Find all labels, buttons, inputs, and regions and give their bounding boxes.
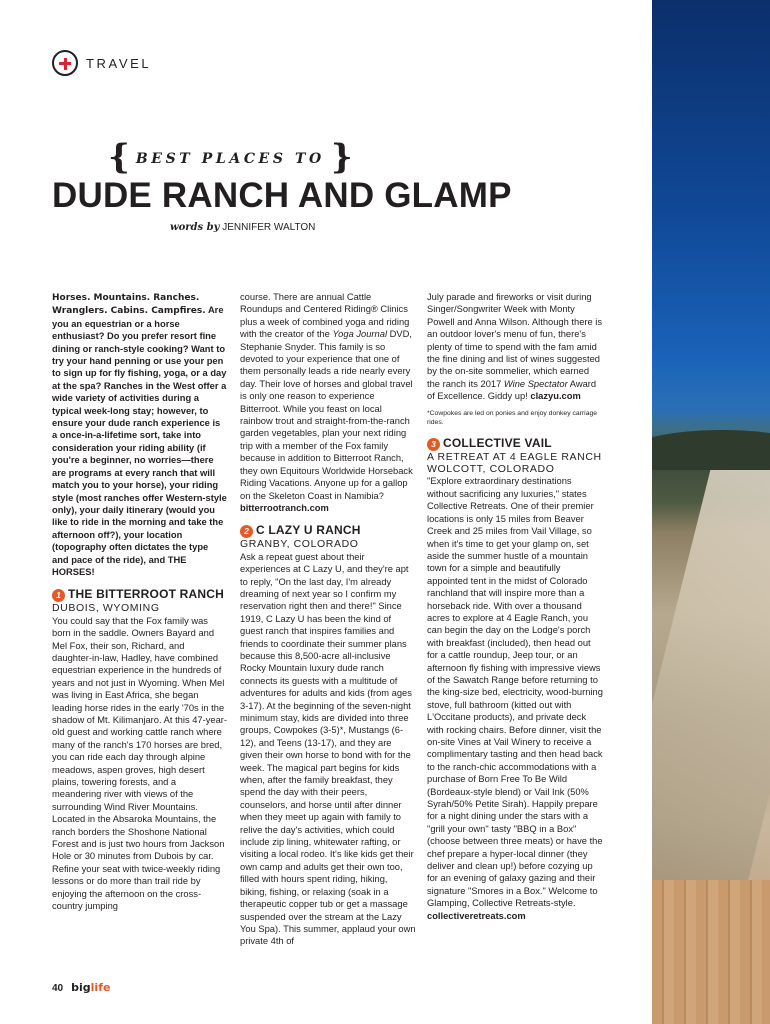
byline	[170, 222, 315, 233]
glamping-tent-photo	[652, 0, 770, 1024]
section-subtitle-line1: A RETREAT AT 4 EAGLE RANCH	[427, 450, 602, 463]
section-location: GRANBY, COLORADO	[240, 538, 359, 551]
publication-name: Wine Spectator	[503, 378, 568, 389]
tent-canvas	[652, 470, 770, 890]
section-heading	[52, 588, 227, 602]
continued-text-a: July parade and fireworks or visit during Singer/Songwriter Week with Monty Powell and Anna Wilson. Although there is an outdoor lover's menu of fun, there's plenty of time to spend with the fam amid the fine dining and list of wines suggested by the on-site sommelier, which earned the ranch its 2017	[427, 292, 603, 389]
section-body-text: "Explore extraordinary destinations without sacrificing any luxuries," states Collective Retreats. One of their premier locations is only 15 miles from Beaver Creek and 25 miles from Vail Village, so when it's time to get your glamp on, set aside the summer hustle of a mountain town for a simple and beautifully appointed tent in the midst of Colorado ranchland that will inspire more than a horseback ride. With over a thousand acres to explore at 4 Eagle Ranch, you can begin the day on the Lodge's porch with breakfast (included), then head out for a cattle roundup, Jeep tour, or an afternoon fly fishing with impressive views of the Sawatch Range before returning to the king-size bed, electricity, wood-burning stove, full bathroom (kitted out with L'Occitane products), and private deck with rocking chairs. Before dinner, visit the on-site Vines at Vail Winery to receive a complimentary tasting and then head back to the ranch-chic accommodations with a purchase of Born Free To Be Wild (Bordeaux-style blend) or Vail Ink (50% Syrah/50% Petite Sirah). Happily prepare for a night dining under the stars with a "grill your own" tasty "BBQ in a Box" (choose between three meats) or have the chef prepare a hyper-local dinner (they deliver and clean up!) before cozying up for an evening of galaxy gazing and their signature "Smores in a Box." Welcome to Glamping, Collective Retreats-style.	[427, 476, 603, 909]
magazine-logo	[71, 978, 110, 996]
section-title: THE BITTERROOT RANCH	[68, 587, 224, 602]
section-location: DUBOIS, WYOMING	[52, 602, 160, 615]
continued-paragraph	[427, 291, 603, 403]
page-number: 40	[52, 983, 64, 994]
section-subtitle-line2: WOLCOTT, COLORADO	[427, 463, 555, 476]
publication-name: Yoga Journal	[332, 329, 388, 340]
website-link[interactable]: bitterrootranch.com	[240, 502, 329, 513]
brace-close: }	[330, 137, 353, 177]
logo-big: big	[71, 981, 91, 994]
continued-text-a: course. There are annual Cattle Roundups and Centered Riding® Clinics plus a week of combined yoga and riding with the creator of the	[240, 292, 410, 340]
lead-paragraph	[52, 291, 227, 578]
section-body: You could say that the Fox family was born in the saddle. Owners Bayard and Mel Fox, their son, Richard, and daughter-in-law, Hadley, have combined equestrian experience in the hundreds of years and not just in Wyoming. When Mel was living in East Africa, she began leading horse rides in the early '70s in the shadow of Mt. Kilimanjaro. At this 47-year-old guest and working cattle ranch where many of the ranch's 170 horses are bred, you can ride each day through alpine meadows, aspen groves, high desert plains, towering forests, and a meandering river with views of the surrounding Wind River Mountains. Located in the Absaroka Mountains, the ranch borders the Shoshone National Forest and is just two hours from Jackson Hole or 30 minutes from Dubois by car. Refine your seat with twice-weekly riding lessons or do more than trail ride by enjoying the afternoon on the cross-country jumping	[52, 615, 228, 912]
number-badge-icon: 2	[240, 525, 253, 538]
website-link[interactable]: clazyu.com	[530, 391, 581, 402]
column-3	[427, 291, 603, 922]
byline-prefix: words by	[170, 222, 220, 233]
lead-opening: Horses. Mountains. Ranches. Wranglers. Cabins. Campfires.	[52, 293, 206, 317]
brace-open: {	[108, 137, 130, 177]
ranch-section-bitterroot	[52, 588, 227, 912]
section-heading	[240, 524, 416, 538]
plus-circle-icon	[52, 50, 78, 76]
article-title: DUDE RANCH AND GLAMP	[52, 176, 512, 215]
kicker	[108, 137, 353, 177]
lead-body: Are you an equestrian or a horse enthusiast? Do you prefer resort fine dining or ranch-style cooking? Want to try your hand penning or use your pen to sign up for fly fishing, yoga, or a day at the spa? Ranches in the West offer a wide variety of activities during a typical week-long stay; however, to ensure your dude ranch experience is a once-in-a-lifetime sort, take into consideration your riding ability (if you're a beginner, no worries—there are programs at every ranch that will match you to your horse), your riding style (most ranches offer Western-style only), your daily itinerary (would you like to ride in the morning and take the afternoon off?), your location (topography often dictates the type and pace of the ride), and THE HORSES!	[52, 305, 227, 577]
section-title: C LAZY U RANCH	[256, 523, 361, 538]
continued-text-b: DVD, Stephanie Snyder. This family is so devoted to your experience that one of them personally leads a ride nearly every day. Their love of horses and global travel is only one reason to experience Bitterroot. While you feast on local rainbow trout and straight-from-the-ranch garden vegetables, plan your next riding trip with a member of the Fox family because in addition to Bitterroot Ranch, they own Equitours Worldwide Horseback Riding Vacations. Anyone up for a gallop on the Skeleton Coast in Namibia?	[240, 329, 413, 501]
column-1	[52, 291, 227, 913]
footnote: *Cowpokes are led on ponies and enjoy donkey carriage rides.	[427, 409, 598, 426]
section-label: TRAVEL	[86, 55, 152, 71]
continued-paragraph	[240, 291, 416, 514]
website-link[interactable]: collectiveretreats.com	[427, 910, 526, 921]
kicker-text: BEST PLACES TO	[135, 151, 325, 167]
section-body	[427, 475, 603, 922]
mountain-silhouette	[652, 430, 770, 470]
section-heading	[427, 437, 603, 451]
author-name: JENNIFER WALTON	[222, 222, 316, 233]
ranch-section-clazyu	[240, 524, 416, 947]
section-location	[427, 451, 603, 476]
section-body: Ask a repeat guest about their experiences at C Lazy U, and they're apt to reply, "On the last day, I'm already dreaming of next year so I confirm my reservation right then and there!" Since 1919, C Lazy U has been the kind of guest ranch that inspires families and friends to coordinate their summer plans because this 8,500-acre all-inclusive Rocky Mountain luxury dude ranch connects its guests with a multitude of adventures for adults and kids (from ages 3-17). At the beginning of the seven-night minimum stay, kids are divided into three groups, Cowpokes (3-5)*, Mustangs (6-12), and Teens (13-17), and they are given their own horse to bond with for the week. The magical part begins for kids when, after the family breakfast, they spend the day with their peers, counselors, and horse until after dinner when they meet up again with family to relive the day's activities, which could include zip lining, whitewater rafting, or visiting a local rodeo. It's like kids get their own camp and adults get their own too, filled with hours spent riding, hiking, biking, fishing, or relaxing (soak in a therapeutic copper tub or get a massage suspended over the stream at the Lazy You Spa). This summer, applaud your own private 4th of	[240, 551, 416, 947]
logo-life: life	[90, 981, 111, 994]
continued-text-b: Award of Excellence. Giddy up!	[427, 378, 597, 402]
page-footer	[52, 978, 110, 996]
section-badge	[52, 50, 151, 76]
wooden-deck	[652, 880, 770, 1024]
number-badge-icon: 1	[52, 589, 65, 602]
section-title: COLLECTIVE VAIL	[443, 435, 552, 450]
column-2	[240, 291, 416, 948]
ranch-section-collective-vail	[427, 437, 603, 922]
number-badge-icon: 3	[427, 438, 440, 451]
